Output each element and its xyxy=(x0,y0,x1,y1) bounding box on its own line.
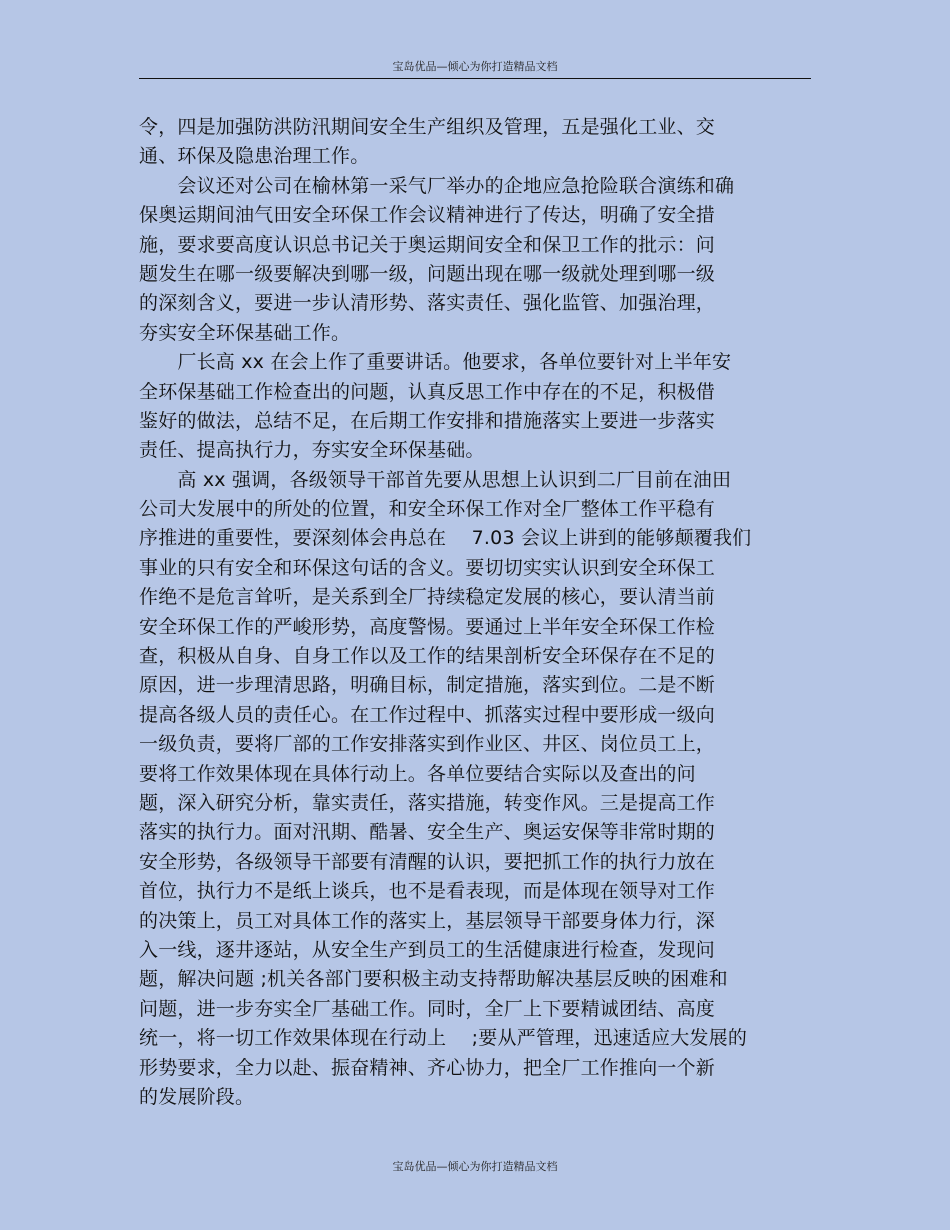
body-line: 安全形势，各级领导干部要有清醒的认识，要把抓工作的执行力放在 xyxy=(139,850,716,873)
body-line: 夯实安全环保基础工作。 xyxy=(139,321,351,344)
body-line: 责任、提高执行力，夯实安全环保基础。 xyxy=(139,439,485,462)
body-line: 问题，进一步夯实全厂基础工作。同时，全厂上下要精诚团结、高度 xyxy=(139,997,716,1020)
body-line: 一级负责，要将厂部的工作安排落实到作业区、井区、岗位员工上， xyxy=(139,733,716,756)
body-line: 的发展阶段。 xyxy=(139,1085,255,1108)
body-line: 令，四是加强防洪防汛期间安全生产组织及管理，五是强化工业、交 xyxy=(139,116,716,138)
body-line: 提高各级人员的责任心。在工作过程中、抓落实过程中要形成一级向 xyxy=(139,703,716,726)
body-line: 厂长高 xx 在会上作了重要讲话。他要求，各单位要针对上半年安 xyxy=(139,351,732,374)
header-divider xyxy=(139,78,811,79)
body-line: 安全环保工作的严峻形势，高度警惕。要通过上半年安全环保工作检 xyxy=(139,615,716,638)
body-line: 要将工作效果体现在具体行动上。各单位要结合实际以及查出的问 xyxy=(139,762,696,785)
body-line: 入一线，逐井逐站，从安全生产到员工的生活健康进行检查，发现问 xyxy=(139,938,716,961)
document-body xyxy=(139,113,799,1112)
body-line: 统一，将一切工作效果体现在行动上 ;要从严管理，迅速适应大发展的 xyxy=(139,1027,748,1050)
body-line: 原因，进一步理清思路，明确目标，制定措施，落实到位。二是不断 xyxy=(139,674,716,697)
body-line: 事业的只有安全和环保这句话的含义。要切切实实认识到安全环保工 xyxy=(139,556,716,579)
body-line: 保奥运期间油气田安全环保工作会议精神进行了传达，明确了安全措 xyxy=(139,204,716,227)
body-line: 的决策上，员工对具体工作的落实上，基层领导干部要身体力行，深 xyxy=(139,909,716,932)
body-line: 序推进的重要性，要深刻体会冉总在 7.03 会议上讲到的能够颠覆我们 xyxy=(139,527,752,550)
body-line: 首位，执行力不是纸上谈兵，也不是看表现，而是体现在领导对工作 xyxy=(139,880,716,903)
body-line: 全环保基础工作检查出的问题，认真反思工作中存在的不足，积极借 xyxy=(139,380,716,403)
body-line: 施，要求要高度认识总书记关于奥运期间安全和保卫工作的批示：问 xyxy=(139,233,716,256)
body-line: 题发生在哪一级要解决到哪一级，问题出现在哪一级就处理到哪一级 xyxy=(139,262,716,285)
body-line: 作绝不是危言耸听，是关系到全厂持续稳定发展的核心，要认清当前 xyxy=(139,586,716,609)
body-line: 落实的执行力。面对汛期、酷暑、安全生产、奥运安保等非常时期的 xyxy=(139,821,716,844)
body-line: 会议还对公司在榆林第一采气厂举办的企地应急抢险联合演练和确 xyxy=(139,174,735,197)
body-line: 公司大发展中的所处的位置，和安全环保工作对全厂整体工作平稳有 xyxy=(139,498,716,521)
body-line: 高 xx 强调，各级领导干部首先要从思想上认识到二厂目前在油田 xyxy=(139,468,732,491)
body-line: 的深刻含义，要进一步认清形势、落实责任、强化监管、加强治理， xyxy=(139,292,716,315)
page-header-text: 宝岛优品—倾心为你打造精品文档 xyxy=(392,60,558,73)
body-line: 查，积极从自身、自身工作以及工作的结果剖析安全环保存在不足的 xyxy=(139,645,716,668)
body-line: 形势要求，全力以赴、振奋精神、齐心协力，把全厂工作推向一个新 xyxy=(139,1056,716,1079)
body-line: 通、环保及隐患治理工作。 xyxy=(139,145,370,168)
body-line: 题，解决问题 ;机关各部门要积极主动支持帮助解决基层反映的困难和 xyxy=(139,968,728,991)
page-footer-text: 宝岛优品—倾心为你打造精品文档 xyxy=(392,1160,558,1173)
body-line: 题，深入研究分析，靠实责任，落实措施，转变作风。三是提高工作 xyxy=(139,791,716,814)
body-line: 鉴好的做法，总结不足，在后期工作安排和措施落实上要进一步落实 xyxy=(139,409,716,432)
